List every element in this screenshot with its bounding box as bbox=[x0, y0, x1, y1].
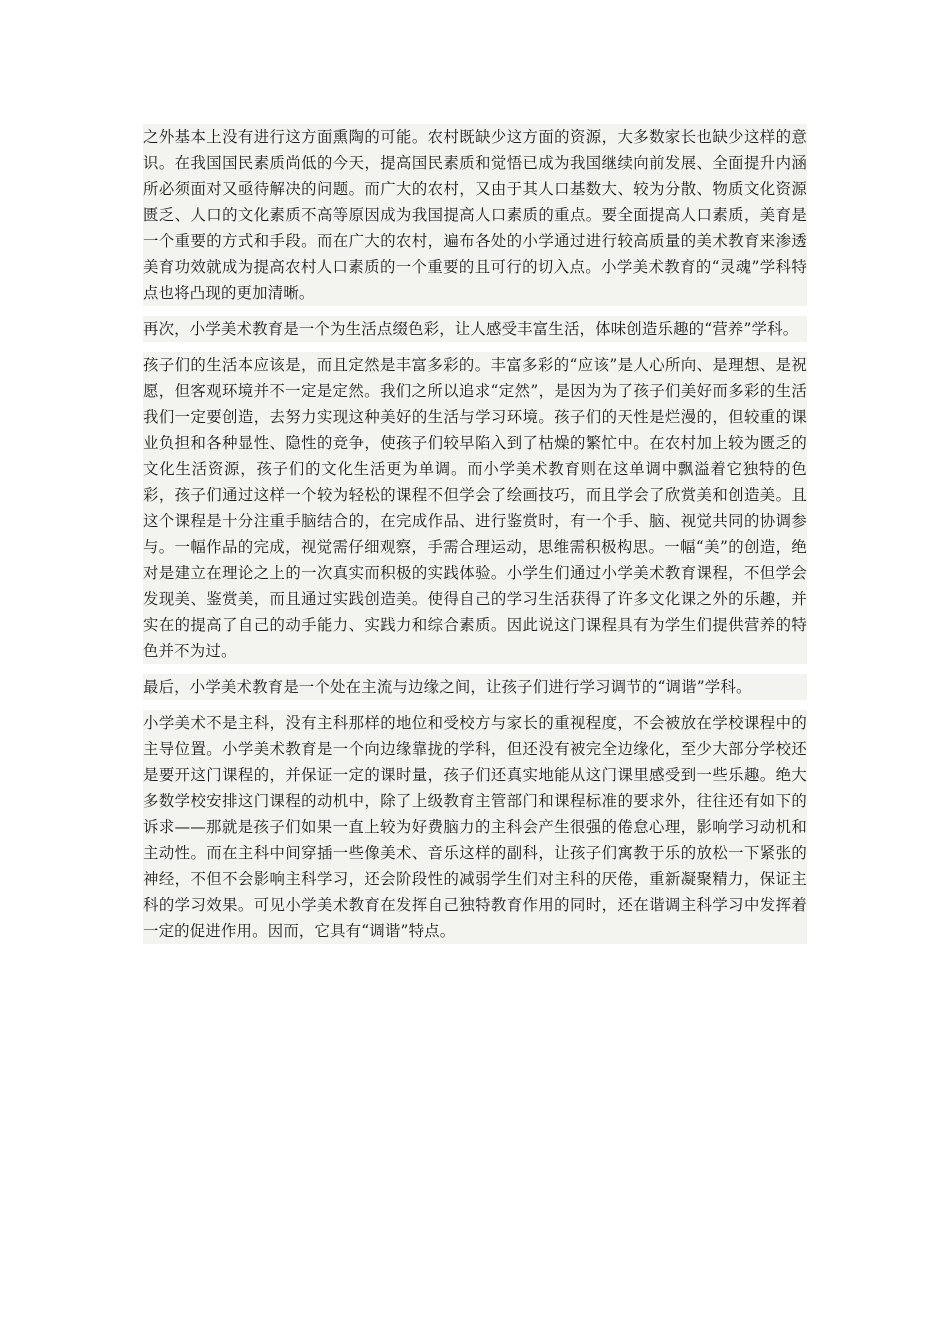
paragraph-4: 最后，小学美术教育是一个处在主流与边缘之间，让孩子们进行学习调节的“调谐”学科。 bbox=[143, 674, 807, 700]
paragraph-5: 小学美术不是主科，没有主科那样的地位和受校方与家长的重视程度，不会被放在学校课程中的主导位置。小学美术教育是一个向边缘靠拢的学科，但还没有被完全边缘化，至少大部分学校还是要开这门课程的，并保证一定的课时量，孩子们还真实地能从这门课里感受到一些乐趣。绝大多数学校安排这门课程的动机中，除了上级教育主管部门和课程标准的要求外，往往还有如下的诉求——那就是孩子们如果一直上较为好费脑力的主科会产生很强的倦怠心理，影响学习动机和主动性。而在主科中间穿插一些像美术、音乐这样的副科，让孩子们寓教于乐的放松一下紧张的神经，不但不会影响主科学习，还会阶段性的减弱学生们对主科的厌倦，重新凝聚精力，保证主科的学习效果。可见小学美术教育在发挥自己独特教育作用的同时，还在谐调主科学习中发挥着一定的促进作用。因而，它具有“调谐”特点。 bbox=[143, 710, 807, 944]
paragraph-2: 再次，小学美术教育是一个为生活点缀色彩，让人感受丰富生活，体味创造乐趣的“营养”学科。 bbox=[143, 316, 807, 342]
paragraph-3: 孩子们的生活本应该是，而且定然是丰富多彩的。丰富多彩的“应该”是人心所向、是理想、是祝愿，但客观环境并不一定是定然。我们之所以追求“定然”，是因为为了孩子们美好而多彩的生活我们一定要创造，去努力实现这种美好的生活与学习环境。孩子们的天性是烂漫的，但较重的课业负担和各种显性、隐性的竞争，使孩子们较早陷入到了枯燥的繁忙中。在农村加上较为匮乏的文化生活资源，孩子们的文化生活更为单调。而小学美术教育则在这单调中飘溢着它独特的色彩，孩子们通过这样一个较为轻松的课程不但学会了绘画技巧，而且学会了欣赏美和创造美。且这个课程是十分注重手脑结合的，在完成作品、进行鉴赏时，有一个手、脑、视觉共同的协调参与。一幅作品的完成，视觉需仔细观察，手需合理运动，思维需积极构思。一幅“美”的创造，绝对是建立在理论之上的一次真实而积极的实践体验。小学生们通过小学美术教育课程，不但学会发现美、鉴赏美，而且通过实践创造美。使得自己的学习生活获得了许多文化课之外的乐趣，并实在的提高了自己的动手能力、实践力和综合素质。因此说这门课程具有为学生们提供营养的特色并不为过。 bbox=[143, 352, 807, 664]
paragraph-1: 之外基本上没有进行这方面熏陶的可能。农村既缺少这方面的资源，大多数家长也缺少这样的意识。在我国国民素质尚低的今天，提高国民素质和觉悟已成为我国继续向前发展、全面提升内涵所必须面对又亟待解决的问题。而广大的农村，又由于其人口基数大、较为分散、物质文化资源匮乏、人口的文化素质不高等原因成为我国提高人口素质的重点。要全面提高人口素质，美育是一个重要的方式和手段。而在广大的农村，遍布各处的小学通过进行较高质量的美术教育来渗透美育功效就成为提高农村人口素质的一个重要的且可行的切入点。小学美术教育的“灵魂”学科特点也将凸现的更加清晰。 bbox=[143, 124, 807, 306]
document-body bbox=[143, 124, 807, 944]
